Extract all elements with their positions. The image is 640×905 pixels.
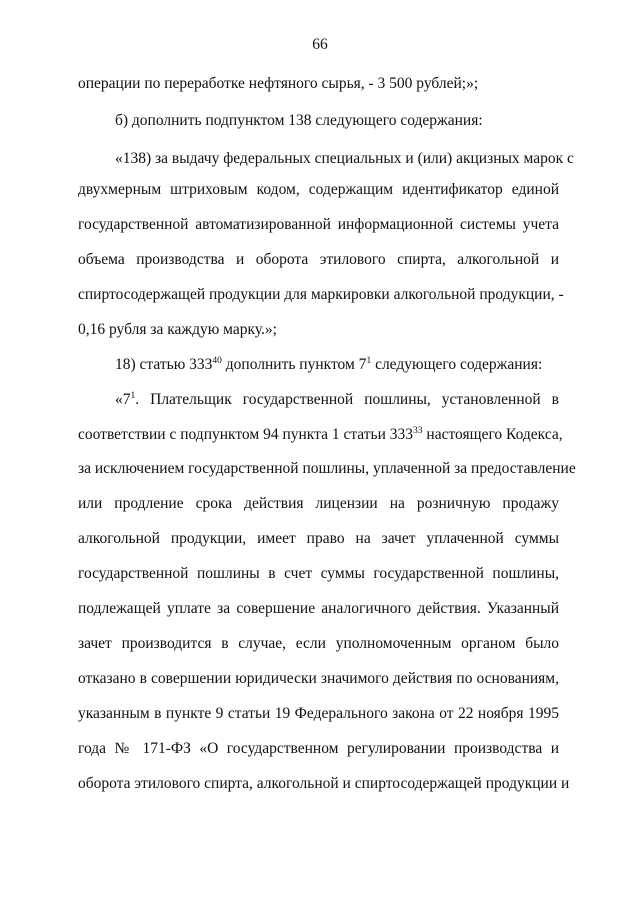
text-line: года № 171-ФЗ «О государственном регулировании производства и bbox=[78, 740, 559, 757]
text-fragment: дополнить пунктом 7 bbox=[221, 356, 367, 373]
text-line: оборота этилового спирта, алкогольной и спиртосодержащей продукции и bbox=[78, 775, 570, 792]
text-line: за исключением государственной пошлины, уплаченной за предоставление bbox=[78, 460, 576, 477]
text-line: двухмерным штриховым кодом, содержащим идентификатор единой bbox=[78, 181, 559, 198]
text-line: государственной пошлины в счет суммы государственной пошлины, bbox=[78, 565, 559, 582]
text-fragment: следующего содержания: bbox=[371, 356, 543, 373]
text-fragment: соответствии с подпунктом 94 пункта 1 статьи 333 bbox=[78, 426, 414, 443]
superscript: 33 bbox=[413, 426, 423, 436]
text-line: 0,16 рубля за каждую марку.»; bbox=[78, 321, 277, 338]
text-line: подлежащей уплате за совершение аналогичного действия. Указанный bbox=[78, 600, 559, 617]
superscript: 1 bbox=[366, 356, 372, 366]
text-line: указанным в пункте 9 статьи 19 Федерального закона от 22 ноября 1995 bbox=[78, 705, 559, 722]
text-line: алкогольной продукции, имеет право на зачет уплаченной суммы bbox=[78, 530, 559, 547]
text-line: отказано в совершении юридически значимого действия по основаниям, bbox=[78, 670, 559, 687]
text-line bbox=[78, 425, 563, 445]
text-fragment: настоящего Кодекса, bbox=[422, 426, 563, 443]
text-line bbox=[115, 355, 559, 375]
text-fragment: 18) статью 333 bbox=[115, 356, 213, 373]
text-line: «138) за выдачу федеральных специальных и (или) акцизных марок с bbox=[115, 150, 574, 167]
text-line: б) дополнить подпунктом 138 следующего содержания: bbox=[115, 112, 483, 129]
text-line: спиртосодержащей продукции для маркировки алкогольной продукции, - bbox=[78, 286, 564, 303]
text-fragment: . Плательщик государственной пошлины, установленной в bbox=[135, 391, 559, 408]
text-line: зачет производится в случае, если уполномоченным органом было bbox=[78, 635, 559, 652]
text-line: объема производства и оборота этилового спирта, алкогольной и bbox=[78, 251, 559, 268]
text-line: государственной автоматизированной информационной системы учета bbox=[78, 216, 559, 233]
page-number: 66 bbox=[312, 36, 328, 53]
text-fragment: «7 bbox=[115, 391, 131, 408]
text-line: операции по переработке нефтяного сырья, - 3 500 рублей;»; bbox=[78, 75, 479, 92]
text-line: или продление срока действия лицензии на розничную продажу bbox=[78, 495, 559, 512]
text-line bbox=[115, 390, 559, 410]
superscript: 1 bbox=[130, 391, 136, 401]
superscript: 40 bbox=[212, 356, 222, 366]
